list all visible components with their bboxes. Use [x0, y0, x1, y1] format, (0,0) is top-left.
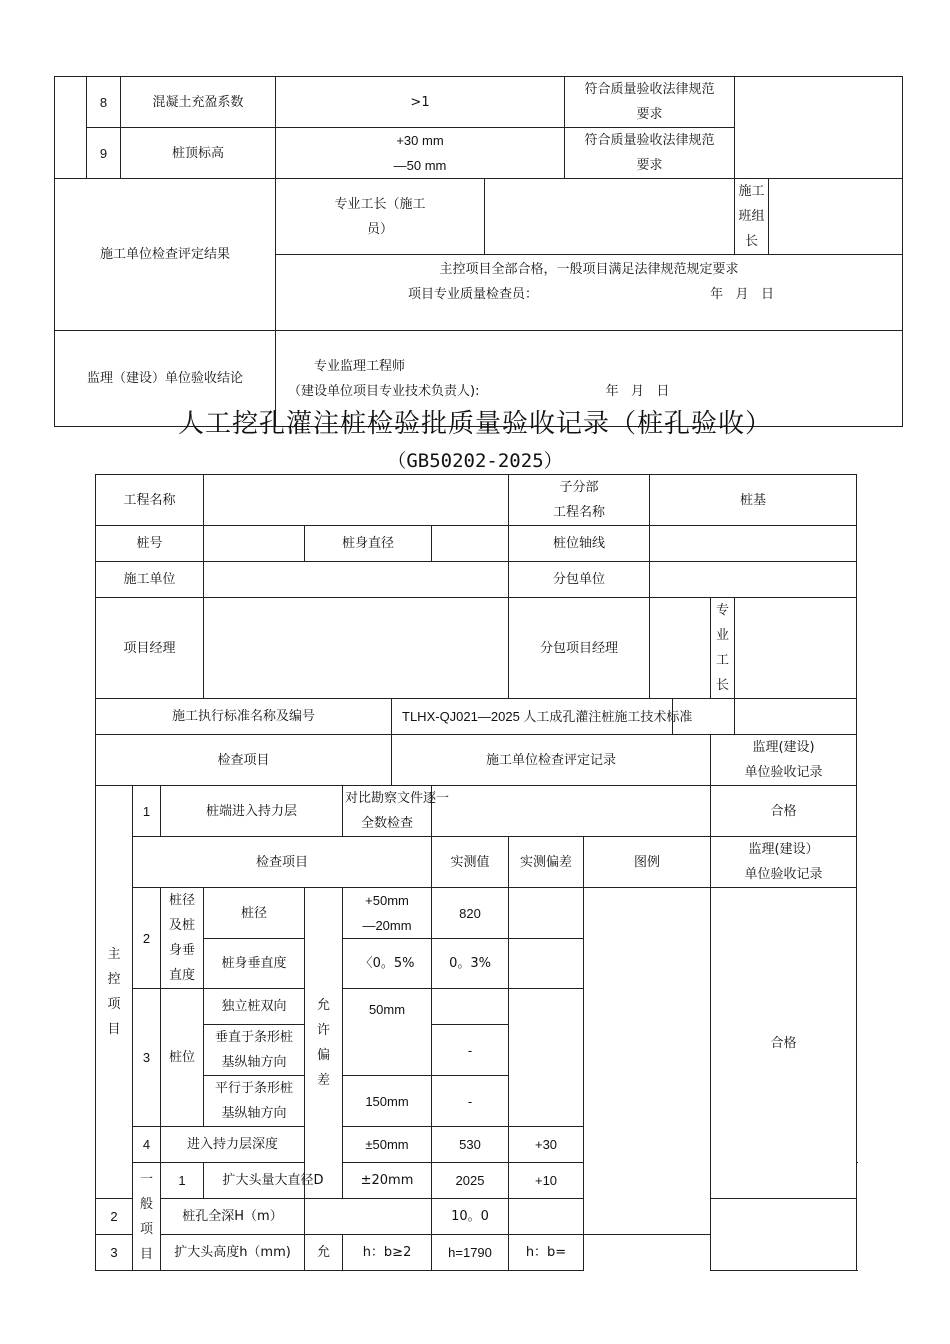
position-c-item: [204, 1076, 305, 1127]
inspector-date: 年 月 日: [710, 287, 774, 302]
supervision-record-header: [711, 735, 857, 786]
verticality-measured[interactable]: 0。3%: [432, 939, 509, 989]
group-char: 身垂: [169, 943, 196, 958]
supervision-line1: 监理(建设): [752, 740, 815, 755]
verticality-item: 桩身垂直度: [204, 939, 305, 989]
item-requirement: [565, 128, 735, 179]
pile-no-label: 桩号: [96, 526, 204, 562]
item-remark: [735, 77, 903, 179]
method-line1: 对比勘察文件逐一: [345, 791, 450, 806]
max-diameter-tolerance: ±20mm: [343, 1163, 432, 1199]
group-char: 及桩: [169, 918, 196, 933]
construction-unit-label: 施工单位: [96, 562, 204, 598]
inspector-line: [278, 282, 900, 307]
item-record[interactable]: [432, 786, 711, 837]
item-no: 2: [133, 888, 161, 989]
depth-total-deviation[interactable]: [509, 1199, 584, 1235]
diameter-measured[interactable]: 820: [432, 888, 509, 939]
c-line2: 基纵轴方向: [221, 1106, 287, 1121]
c-line1: 平行于条形桩: [215, 1081, 294, 1096]
max-diameter-measured[interactable]: 2025: [432, 1163, 509, 1199]
construction-record-header: 施工单位检查评定记录: [392, 735, 711, 786]
subcontract-unit-value[interactable]: [650, 562, 857, 598]
standard-code: （GB50202-2025）: [387, 450, 563, 472]
general-label: [133, 1163, 161, 1271]
foreman-line2: 员）: [366, 221, 393, 237]
depth-total-tolerance: [305, 1199, 432, 1235]
tol-line2: —20mm: [362, 918, 412, 933]
diameter-item: 桩径: [204, 888, 305, 939]
pile-axis-label: 桩位轴线: [509, 526, 650, 562]
engineer-line1: 专业监理工程师: [314, 358, 406, 374]
bulb-height-deviation[interactable]: h：b=: [509, 1235, 584, 1271]
foreman-label: [711, 598, 735, 699]
standard-value: TLHX-QJ021—2025 人工成孔灌注桩施工技术标准: [392, 699, 673, 735]
max-diameter-item: 扩大头量大直径D: [204, 1163, 343, 1199]
tol-line1: +50mm: [365, 893, 409, 908]
general-char: 般: [139, 1196, 153, 1212]
depth-deviation[interactable]: +30: [509, 1127, 584, 1163]
supervision-result-label: 监理（建设）单位验收结论: [55, 331, 276, 427]
project-manager-value[interactable]: [204, 598, 509, 699]
item-requirement: [565, 77, 735, 128]
b-line1: 垂直于条形桩: [215, 1030, 294, 1045]
main-label-char: 项: [107, 997, 121, 1012]
foreman-value[interactable]: [735, 598, 857, 699]
item-name: 桩顶标高: [121, 128, 276, 179]
supervision-line2: 单位验收记录: [744, 765, 823, 780]
item-value: [276, 128, 565, 179]
allow-char: 允: [317, 998, 331, 1013]
b-line2: 基纵轴方向: [221, 1055, 287, 1070]
subcontract-pm-value[interactable]: [650, 598, 711, 699]
main-label-char: 目: [107, 1022, 121, 1037]
construction-unit-value[interactable]: [204, 562, 509, 598]
general-char: 项: [139, 1221, 153, 1237]
standard-label: 施工执行标准名称及编号: [96, 699, 392, 735]
allow-char: 许: [317, 1023, 331, 1038]
position-b-measured[interactable]: -: [432, 1025, 509, 1076]
legend-header: 图例: [584, 837, 711, 888]
position-a-item: 独立桩双向: [204, 989, 305, 1025]
bulb-height-item: 扩大头高度h（mm): [161, 1235, 305, 1271]
construction-result-label: 施工单位检查评定结果: [55, 179, 276, 331]
engineer-line2: （建设单位项目专业技术负责人):: [288, 383, 480, 399]
foreman-line1: 专业工长（施工: [334, 196, 426, 212]
sub-supervision-header: [711, 837, 857, 888]
item-no: 2: [96, 1199, 133, 1235]
measured-header: 实测值: [432, 837, 509, 888]
group-label: 桩位: [161, 989, 204, 1127]
req-line1: 符合质量验收法律规范: [584, 133, 715, 148]
inspector-label: 项目专业质量检查员：: [408, 287, 539, 302]
standard-extra2: [735, 699, 857, 735]
item-no: 1: [133, 786, 161, 837]
group-label: [161, 888, 204, 989]
foreman-line1: 专业: [716, 603, 730, 643]
group-char: 直度: [169, 968, 196, 983]
general-char: 一: [139, 1171, 153, 1187]
supervision-date: 年 月 日: [605, 383, 670, 399]
pile-no-value[interactable]: [204, 526, 305, 562]
deviation-header: 实测偏差: [509, 837, 584, 888]
pile-axis-value[interactable]: [650, 526, 857, 562]
item-name: 桩端进入持力层: [161, 786, 343, 837]
value-line2: —50 mm: [393, 158, 447, 173]
sub-sup-line2: 单位验收记录: [744, 867, 823, 882]
method-line2: 全数检查: [361, 816, 414, 831]
position-c-tolerance: 150mm: [343, 1076, 432, 1127]
req-line2: 要求: [636, 158, 663, 173]
bulb-height-measured[interactable]: h=1790: [432, 1235, 509, 1271]
result-text: 主控项目全部合格，一般项目满足法律规范规定要求: [439, 262, 739, 277]
sub-sup-line1: 监理(建设）: [748, 842, 819, 857]
general-char: 目: [139, 1246, 153, 1262]
main-result: 合格: [711, 888, 857, 1199]
main-label-char: 主: [107, 947, 121, 962]
sub-check-item: 检查项目: [133, 837, 432, 888]
allow-char: 偏: [317, 1048, 331, 1063]
row-no: 8: [87, 77, 121, 128]
project-name-value[interactable]: [204, 475, 509, 526]
foreman-value: [485, 179, 735, 255]
page-title: 人工挖孔灌注桩检验批质量验收记录（桩孔验收）: [177, 409, 772, 439]
verticality-deviation[interactable]: [509, 939, 584, 989]
project-name-label: 工程名称: [96, 475, 204, 526]
foreman-label: [276, 179, 485, 255]
sub-division-line2: 工程名称: [553, 505, 606, 520]
pile-diameter-label: 桩身直径: [305, 526, 432, 562]
row-no: 9: [87, 128, 121, 179]
depth-item: 进入持力层深度: [161, 1127, 305, 1163]
bulb-allow-label: 允: [305, 1235, 343, 1271]
position-ab-tolerance: 50mm: [343, 989, 432, 1076]
diameter-tolerance: [343, 888, 432, 939]
position-b-item: [204, 1025, 305, 1076]
engineer-line2-wrap: [288, 379, 900, 404]
foreman-line2: 工长: [716, 653, 730, 693]
sub-division-label: [509, 475, 650, 526]
item-no: 4: [133, 1127, 161, 1163]
diameter-deviation[interactable]: [509, 888, 584, 939]
position-a-deviation[interactable]: [509, 989, 584, 1127]
group-char: 桩径: [169, 893, 196, 908]
depth-total-measured[interactable]: 10。0: [432, 1199, 509, 1235]
depth-tolerance: ±50mm: [343, 1127, 432, 1163]
result-block: [276, 255, 903, 331]
top-table: [54, 76, 903, 427]
main-label-char: 控: [107, 972, 121, 987]
max-diameter-deviation[interactable]: +10: [509, 1163, 584, 1199]
item-no: 3: [96, 1235, 133, 1271]
team-leader-label: 施工班组长: [735, 179, 769, 255]
allow-deviation-label: [305, 888, 343, 1199]
item-no: 3: [133, 989, 161, 1127]
allow-char: 差: [317, 1073, 331, 1088]
left-blank: [55, 77, 87, 179]
acceptance-table: [95, 474, 857, 1271]
check-item-header: 检查项目: [96, 735, 392, 786]
req-line2: 要求: [636, 107, 663, 122]
item-method: [343, 786, 450, 837]
team-leader-value: [769, 179, 903, 255]
sub-division-value: 桩基: [650, 475, 857, 526]
subcontract-pm-label: 分包项目经理: [509, 598, 650, 699]
position-a-measured[interactable]: [432, 989, 509, 1025]
item-value: >1: [276, 77, 565, 128]
legend-area: [584, 888, 711, 1235]
req-line1: 符合质量验收法律规范: [584, 82, 715, 97]
position-c-measured[interactable]: -: [432, 1076, 509, 1127]
general-legend-area: [711, 1199, 857, 1271]
pile-diameter-value[interactable]: [432, 526, 509, 562]
verticality-tolerance: 〈0。5%: [343, 939, 432, 989]
main-control-label: [96, 786, 133, 1199]
item-name: 混凝土充盈系数: [121, 77, 276, 128]
sub-division-line1: 子分部: [559, 480, 599, 495]
depth-measured[interactable]: 530: [432, 1127, 509, 1163]
value-line1: +30 mm: [396, 133, 444, 148]
depth-total-item: 桩孔全深H（m）: [161, 1199, 305, 1235]
item-result: 合格: [711, 786, 857, 837]
bulb-height-tolerance: h：b≥2: [343, 1235, 432, 1271]
item-no: 1: [161, 1163, 204, 1199]
subcontract-unit-label: 分包单位: [509, 562, 650, 598]
project-manager-label: 项目经理: [96, 598, 204, 699]
